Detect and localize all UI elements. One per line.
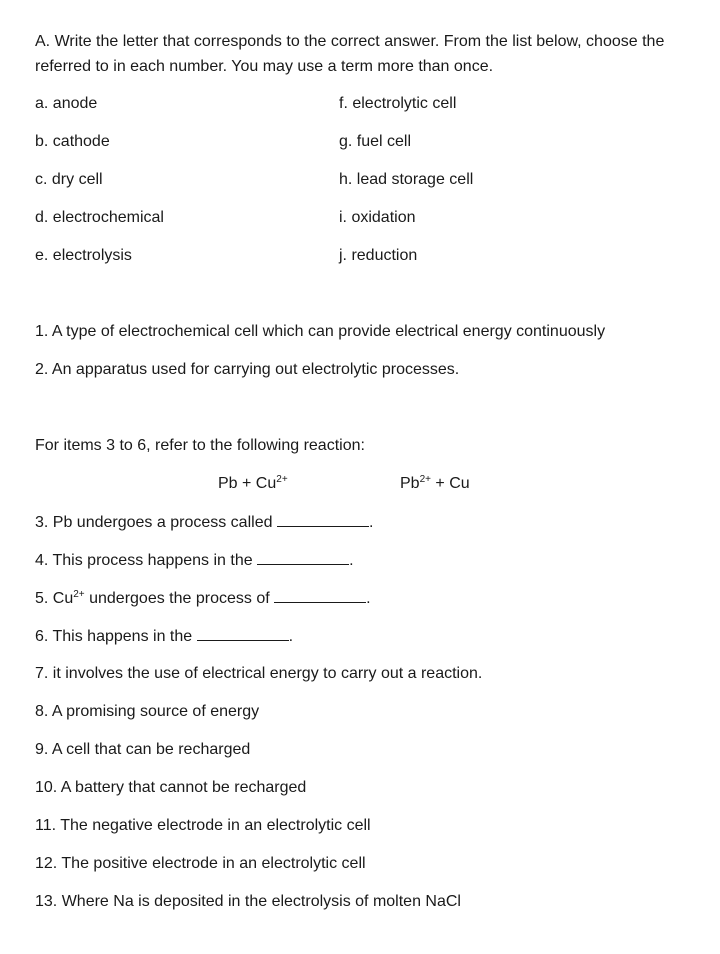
item-6-period: . [288,628,294,645]
choice-j: j. reduction [339,247,418,264]
item-8: 8. A promising source of energy [35,703,260,720]
pb-charge: 2+ [419,474,431,485]
instruction-line-2: referred to in each number. You may use a term more than once. [35,58,494,75]
item-12: 12. The positive electrode in an electrolytic cell [35,855,366,872]
item-5-charge: 2+ [73,589,85,600]
item-5-text-b: undergoes the process of [84,590,270,607]
choice-h: h. lead storage cell [339,171,474,188]
choice-d: d. electrochemical [35,209,164,226]
item-6-text: 6. This happens in the [35,628,193,645]
item-10: 10. A battery that cannot be recharged [35,779,307,796]
choice-i: i. oxidation [339,209,416,226]
reaction-products [400,474,470,496]
item-9: 9. A cell that can be recharged [35,741,251,758]
item-11: 11. The negative electrode in an electrolytic cell [35,817,371,834]
reactants-text: Pb + Cu [218,475,277,492]
item-4-text: 4. This process happens in the [35,552,253,569]
item-7: 7. it involves the use of electrical energy to carry out a reaction. [35,665,483,682]
item-3-blank [277,512,369,527]
item-6-blank [197,626,289,641]
item-4-period: . [349,552,354,569]
item-3-text: 3. Pb undergoes a process called [35,514,273,531]
item-5 [35,588,371,611]
pb-text: Pb [400,475,420,492]
item-5-blank [274,588,366,603]
item-5-period: . [366,590,371,607]
reaction-intro: For items 3 to 6, refer to the following reaction: [35,437,365,454]
choice-f: f. electrolytic cell [339,95,457,112]
item-4 [35,550,354,571]
choice-a: a. anode [35,95,98,112]
reaction-reactants [218,474,288,496]
item-5-text-a: 5. Cu [35,590,74,607]
products-cu-text: + Cu [430,475,470,492]
choice-g: g. fuel cell [339,133,412,150]
item-13: 13. Where Na is deposited in the electrolysis of molten NaCl [35,893,461,910]
item-3-period: . [368,514,374,531]
item-1: 1. A type of electrochemical cell which can provide electrical energy continuously [35,323,606,340]
choice-b: b. cathode [35,133,110,150]
item-3 [35,512,373,533]
item-4-blank [257,550,349,565]
choice-c: c. dry cell [35,171,103,188]
item-6 [35,626,293,647]
choice-e: e. electrolysis [35,247,132,264]
cu-charge: 2+ [276,474,288,485]
item-2: 2. An apparatus used for carrying out electrolytic processes. [35,361,460,378]
instruction-line-1: A. Write the letter that corresponds to the correct answer. From the list below, choose the [35,33,665,50]
